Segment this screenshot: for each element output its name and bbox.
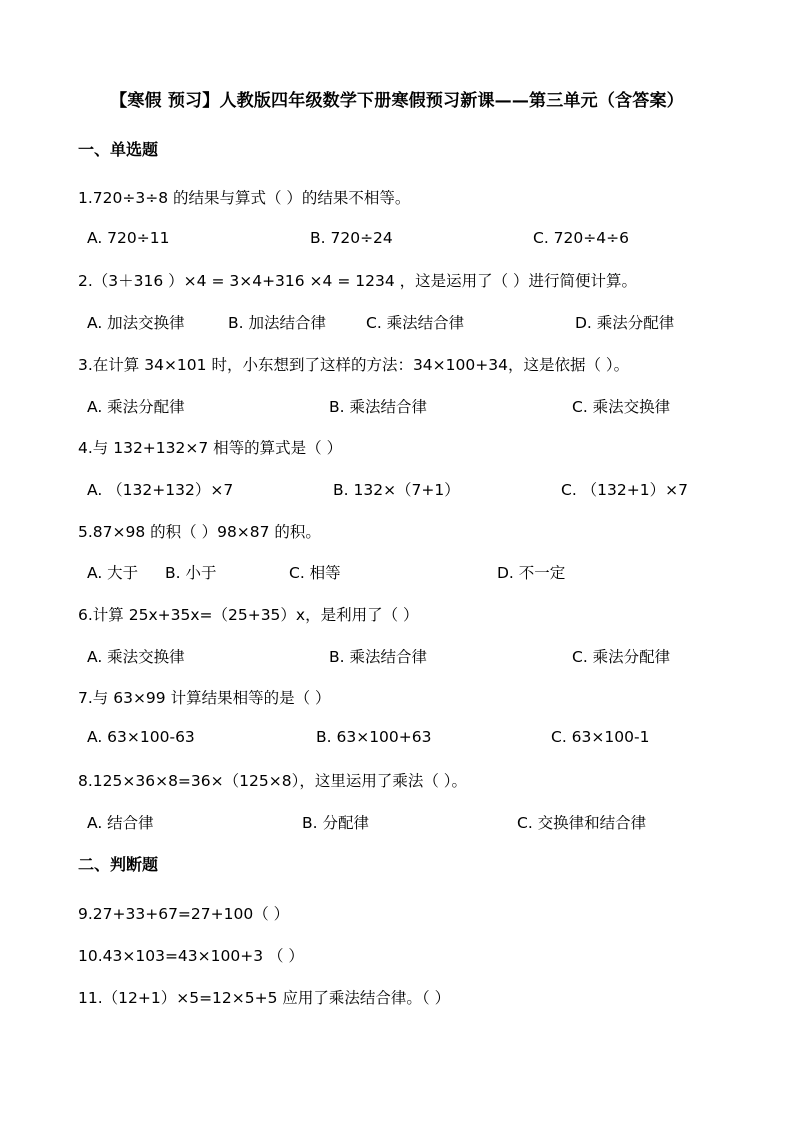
q5-option-c: C. 相等 xyxy=(289,564,341,582)
question-4: 4.与 132+132×7 相等的算式是（ ） xyxy=(78,439,343,457)
q6-option-a: A. 乘法交换律 xyxy=(87,648,185,666)
question-9: 9.27+33+67=27+100（ ） xyxy=(78,905,290,923)
question-8: 8.125×36×8=36×（125×8），这里运用了乘法（ ）。 xyxy=(78,772,467,790)
q6-option-c: C. 乘法分配律 xyxy=(572,648,671,666)
question-2: 2.（3＋316 ）×4 = 3×4+316 ×4 = 1234 ，这是运用了（ ）进行简便计算。 xyxy=(78,272,638,290)
q1-option-a: A. 720÷11 xyxy=(87,229,170,247)
q1-option-c: C. 720÷4÷6 xyxy=(533,229,629,247)
q4-option-c: C. （132+1）×7 xyxy=(561,481,688,499)
q7-option-b: B. 63×100+63 xyxy=(316,728,432,746)
section-heading-single-choice: 一、单选题 xyxy=(78,140,159,159)
q8-option-c: C. 交换律和结合律 xyxy=(517,814,647,832)
q7-option-a: A. 63×100-63 xyxy=(87,728,195,746)
q8-option-b: B. 分配律 xyxy=(302,814,369,832)
q4-option-a: A. （132+132）×7 xyxy=(87,481,234,499)
question-6: 6.计算 25x+35x=（25+35）x，是利用了（ ） xyxy=(78,606,419,624)
question-10: 10.43×103=43×100+3 （ ） xyxy=(78,947,304,965)
q5-option-b: B. 小于 xyxy=(165,564,217,582)
question-7: 7.与 63×99 计算结果相等的是（ ） xyxy=(78,689,331,707)
section-heading-true-false: 二、判断题 xyxy=(78,855,159,874)
q6-option-b: B. 乘法结合律 xyxy=(329,648,427,666)
q3-option-a: A. 乘法分配律 xyxy=(87,398,185,416)
question-5: 5.87×98 的积（ ）98×87 的积。 xyxy=(78,523,321,541)
q3-option-b: B. 乘法结合律 xyxy=(329,398,427,416)
question-1: 1.720÷3÷8 的结果与算式（ ）的结果不相等。 xyxy=(78,189,411,207)
question-3: 3.在计算 34×101 时，小东想到了这样的方法：34×100+34，这是依据（ ）。 xyxy=(78,356,630,374)
q5-option-d: D. 不一定 xyxy=(497,564,566,582)
q8-option-a: A. 结合律 xyxy=(87,814,154,832)
document-title: 【寒假 预习】人教版四年级数学下册寒假预习新课——第三单元（含答案） xyxy=(110,91,684,111)
q4-option-b: B. 132×（7+1） xyxy=(333,481,460,499)
q2-option-d: D. 乘法分配律 xyxy=(575,314,675,332)
question-11: 11.（12+1）×5=12×5+5 应用了乘法结合律。（ ） xyxy=(78,989,451,1007)
q2-option-b: B. 加法结合律 xyxy=(228,314,326,332)
q5-option-a: A. 大于 xyxy=(87,564,139,582)
q1-option-b: B. 720÷24 xyxy=(310,229,393,247)
q2-option-c: C. 乘法结合律 xyxy=(366,314,465,332)
q3-option-c: C. 乘法交换律 xyxy=(572,398,671,416)
q7-option-c: C. 63×100-1 xyxy=(551,728,650,746)
q2-option-a: A. 加法交换律 xyxy=(87,314,185,332)
